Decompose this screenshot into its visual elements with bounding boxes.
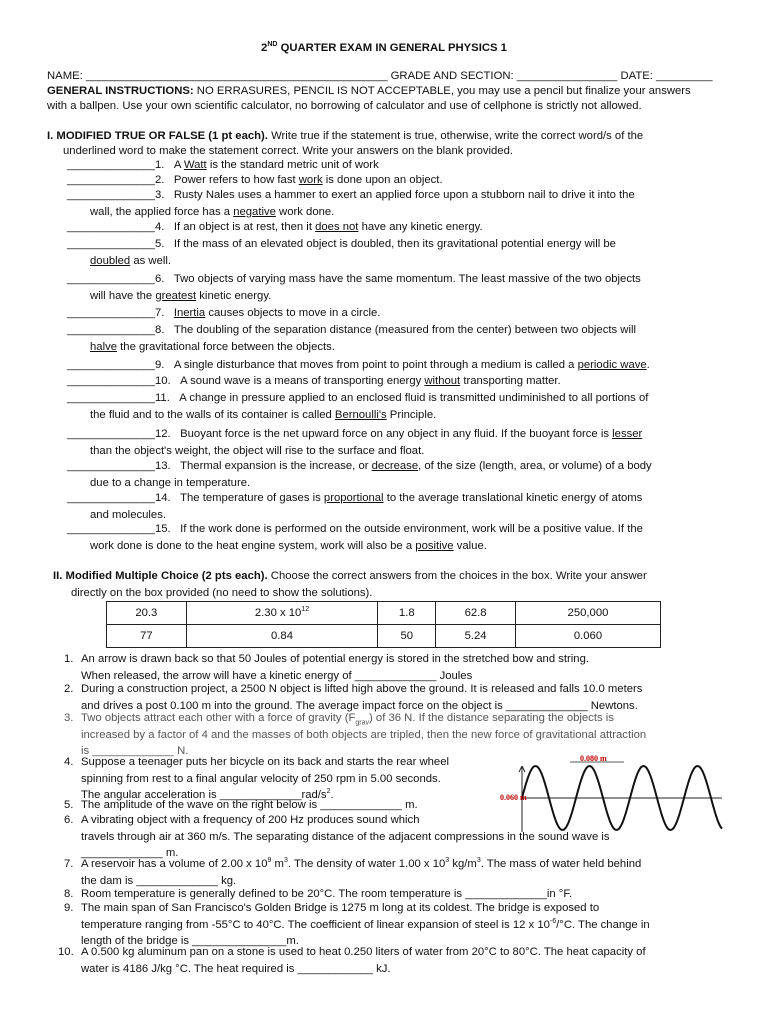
tf-number: 8. xyxy=(154,324,165,336)
wavelength-label: 0.080 m xyxy=(580,754,607,763)
tf-item xyxy=(67,490,722,523)
choice-cell: 250,000 xyxy=(515,602,660,625)
section2-desc: directly on the box provided (no need to show the solutions). xyxy=(71,587,373,599)
choice-cell: 2.30 x $10^{12}$ xyxy=(186,602,378,625)
tf-text: The doubling of the separation distance (measured from the center) between two objects will xyxy=(173,324,636,336)
tf-line xyxy=(67,271,722,288)
tf-item xyxy=(67,426,722,459)
tf-line xyxy=(67,458,722,475)
tf-line xyxy=(67,357,722,374)
tf-line xyxy=(67,373,722,390)
tf-text: , of the size (length, area, or volume) of a body xyxy=(418,460,652,472)
tf-line xyxy=(67,390,722,407)
mc-question-3: 3. Two objects attract each other with a force of gravity $(F_{grav})$ of 36 N. If the distance separating the objects is increased by a factor of 4 and the masses of both objects are tripled, then the new force of gravitational attraction is _____________ N. xyxy=(64,712,647,757)
choices-box xyxy=(106,601,661,648)
tf-text: Power refers to how fast xyxy=(173,174,299,186)
answer-blank[interactable]: ______________ xyxy=(67,238,155,250)
tf-text: Principle. xyxy=(386,408,437,421)
tf-line xyxy=(67,490,722,507)
tf-number: 3. xyxy=(154,189,165,201)
tf-line-continued xyxy=(67,538,722,555)
tf-text: If the mass of an elevated object is doubled, then its gravitational potential energy will be xyxy=(173,238,616,250)
underlined-word: Bernoulli's xyxy=(334,408,387,421)
answer-blank[interactable]: ______________ xyxy=(67,221,155,233)
tf-line-continued xyxy=(67,475,722,492)
choice-cell: 62.8 xyxy=(436,602,516,625)
tf-text: wall, the applied force has a xyxy=(90,205,234,218)
tf-number: 2. xyxy=(154,174,165,186)
tf-line xyxy=(67,322,722,339)
choice-cell: 77 xyxy=(107,625,187,648)
answer-blank[interactable]: ______________ xyxy=(67,324,155,336)
mc-question-7: 7. A reservoir has a volume of 2.00 x $10^9$ $m^3$. The density of water 1.00 x $10^3$ $kg/m^3$. The mass of water held behind the dam is _____________ kg. xyxy=(64,857,642,887)
mc-question-4: 4. Suppose a teenager puts her bicycle on its back and starts the rear wheel spinning from rest to a final angular velocity of 250 rpm in 5.00 seconds. The angular acceleration is $\_\_\_\_\_\_\_\_\_\_\_\_\_rad/s^2$. xyxy=(64,756,449,801)
tf-text: The temperature of gases is xyxy=(180,492,324,504)
choices-row xyxy=(107,625,661,648)
underlined-word: positive xyxy=(415,539,454,552)
underlined-word: negative xyxy=(233,205,276,218)
tf-line-continued xyxy=(67,288,722,305)
tf-text: as well. xyxy=(130,254,172,267)
tf-text: will have the xyxy=(90,289,156,302)
tf-item xyxy=(67,373,722,390)
tf-text: value. xyxy=(453,539,487,552)
tf-text: due to a change in temperature. xyxy=(90,476,251,489)
underlined-word: work xyxy=(298,174,323,186)
tf-text: Two objects of varying mass have the same momentum. The least massive of the two objects xyxy=(173,273,641,285)
tf-number: 12. xyxy=(154,428,171,440)
tf-text: the gravitational force between the objects. xyxy=(117,340,335,353)
underlined-word: periodic wave xyxy=(577,359,647,371)
tf-number: 6. xyxy=(154,273,165,285)
underlined-word: greatest xyxy=(155,289,197,302)
tf-item xyxy=(67,187,722,220)
instructions-line-2: with a ballpen. Use your own scientific calculator, no borrowing of calculator and use of cellphone is strictly not allowed. xyxy=(47,100,642,112)
tf-text: If the work done is performed on the outside environment, work will be a positive value. If the xyxy=(180,523,643,535)
tf-line-continued xyxy=(67,253,722,270)
tf-line-continued xyxy=(67,339,722,356)
tf-number: 14. xyxy=(154,492,171,504)
tf-line xyxy=(67,305,722,322)
wave-diagram xyxy=(500,752,725,847)
tf-text: have any kinetic energy. xyxy=(358,221,483,233)
tf-text: and molecules. xyxy=(90,508,166,521)
tf-number: 11. xyxy=(154,392,170,404)
tf-text: Buoyant force is the net upward force on any object in any fluid. If the buoyant force is xyxy=(180,428,613,440)
answer-blank[interactable]: ______________ xyxy=(67,375,155,387)
tf-line-continued xyxy=(67,407,722,424)
tf-item xyxy=(67,305,722,322)
choice-cell: 5.24 xyxy=(436,625,516,648)
underlined-word: lesser xyxy=(612,428,643,440)
page-title: 2ND QUARTER EXAM IN GENERAL PHYSICS 1 xyxy=(261,41,507,54)
amplitude-label: 0.060 m xyxy=(500,793,527,802)
tf-line-continued xyxy=(67,443,722,460)
choice-cell: 20.3 xyxy=(107,602,187,625)
section2-heading: II. Modified Multiple Choice (2 pts each). Choose the correct answers from the choices in the box. Write your answer xyxy=(53,570,647,582)
tf-item xyxy=(67,521,722,554)
instructions-line-1: GENERAL INSTRUCTIONS: NO ERRASURES, PENCIL IS NOT ACCEPTABLE, you may use a pencil but finalize your answers xyxy=(47,85,691,97)
answer-blank[interactable]: ______________ xyxy=(67,428,155,440)
tf-number: 9. xyxy=(154,359,165,371)
tf-line xyxy=(67,236,722,253)
tf-line xyxy=(67,426,722,443)
choice-cell: 0.060 xyxy=(515,625,660,648)
mc-question-9: 9. The main span of San Francisco's Golden Bridge is 1275 m long at its coldest. The bridge is exposed to temperature ranging from -55°C to 40°C. The coefficient of linear expansion of steel is 12 x $10^{-6}/^\circ C$. The change in length of the bridge is _______________m. xyxy=(64,902,650,947)
underlined-word: halve xyxy=(90,340,118,353)
tf-text: is the standard metric unit of work xyxy=(206,159,379,171)
answer-blank[interactable]: ______________ xyxy=(67,307,155,319)
answer-blank[interactable]: ______________ xyxy=(67,359,155,371)
underlined-word: without xyxy=(424,375,461,387)
tf-text: Thermal expansion is the increase, or xyxy=(180,460,372,472)
answer-blank[interactable]: ______________ xyxy=(67,392,155,404)
choices-row xyxy=(107,602,661,625)
answer-blank[interactable]: ______________ xyxy=(67,523,155,535)
choice-cell: 1.8 xyxy=(378,602,436,625)
section1-heading: I. MODIFIED TRUE OR FALSE (1 pt each). Write true if the statement is true, otherwise, write the correct word/s of the xyxy=(47,130,644,142)
choice-cell: 0.84 xyxy=(186,625,378,648)
tf-item xyxy=(67,322,722,355)
underlined-word: proportional xyxy=(323,492,384,504)
tf-text: A xyxy=(173,159,184,171)
tf-item xyxy=(67,271,722,304)
tf-item xyxy=(67,390,722,423)
mc-question-1: 1. An arrow is drawn back so that 50 Joules of potential energy is stored in the stretched bow and string. When released, the arrow will have a kinetic energy of _____________ Joules xyxy=(64,653,590,682)
tf-item xyxy=(67,458,722,491)
tf-text: transporting matter. xyxy=(460,375,561,387)
mc-question-5: 5. The amplitude of the wave on the right below is _____________ m. xyxy=(64,799,418,811)
tf-number: 15. xyxy=(154,523,171,535)
mc-question-10: 10. A 0.500 kg aluminum pan on a stone is used to heat 0.250 liters of water from 20°C to 80°C. The heat capacity of water is 4186 J/kg °C. The heat required is ____________ kJ. xyxy=(58,946,646,975)
mc-question-8: 8. Room temperature is generally defined to be 20°C. The room temperature is _____________in °F. xyxy=(64,888,573,900)
mc-question-6: 6. A vibrating object with a frequency of 200 Hz produces sound which travels through air at 360 m/s. The separating distance of the adjacent compressions in the sound wave is _____________ m. xyxy=(64,814,610,859)
tf-text: to the average translational kinetic energy of atoms xyxy=(383,492,643,504)
mc-question-2: 2. During a construction project, a 2500 N object is lifted high above the ground. It is released and falls 10.0 meters and drives a post 0.100 m into the ground. The average impact force on the object is _____________ Newtons. xyxy=(64,683,643,712)
tf-item xyxy=(67,357,722,374)
tf-number: 4. xyxy=(154,221,165,233)
name-line: NAME: ________________________________________________ GRADE AND SECTION: ________________ DATE: _________ xyxy=(47,70,713,82)
underlined-word: doubled xyxy=(90,254,131,267)
tf-text: A single disturbance that moves from point to point through a medium is called a xyxy=(173,359,578,371)
tf-number: 7. xyxy=(154,307,165,319)
underlined-word: Watt xyxy=(183,159,207,171)
tf-line xyxy=(67,219,722,236)
tf-text: . xyxy=(646,359,650,371)
underlined-word: decrease xyxy=(371,460,419,472)
tf-text: causes objects to move in a circle. xyxy=(205,307,381,319)
tf-item xyxy=(67,236,722,269)
answer-blank[interactable]: ______________ xyxy=(67,189,155,201)
tf-number: 1. xyxy=(154,159,165,171)
tf-text: A sound wave is a means of transporting energy xyxy=(180,375,425,387)
tf-text: work done. xyxy=(275,205,335,218)
tf-item xyxy=(67,219,722,236)
underlined-word: Inertia xyxy=(173,307,206,319)
underlined-word: does not xyxy=(315,221,359,233)
tf-text: work done is done to the heat engine system, work will also be a xyxy=(90,539,416,552)
answer-blank[interactable]: ______________ xyxy=(67,174,155,186)
tf-line xyxy=(67,187,722,204)
tf-text: Rusty Nales uses a hammer to exert an applied force upon a stubborn nail to drive it into the xyxy=(173,189,635,201)
tf-number: 5. xyxy=(154,238,165,250)
choice-cell: 50 xyxy=(378,625,436,648)
tf-text: A change in pressure applied to an enclosed fluid is transmitted undiminished to all portions of xyxy=(179,392,649,404)
answer-blank[interactable]: ______________ xyxy=(67,492,155,504)
section1-desc: underlined word to make the statement correct. Write your answers on the blank provided. xyxy=(63,145,514,157)
tf-number: 13. xyxy=(154,460,171,472)
tf-text: kinetic energy. xyxy=(196,289,272,302)
tf-text: than the object's weight, the object will rise to the surface and float. xyxy=(90,444,425,457)
tf-line-continued xyxy=(67,204,722,221)
tf-line xyxy=(67,521,722,538)
answer-blank[interactable]: ______________ xyxy=(67,273,155,285)
answer-blank[interactable]: ______________ xyxy=(67,159,155,171)
answer-blank[interactable]: ______________ xyxy=(67,460,155,472)
tf-text: the fluid and to the walls of its container is called xyxy=(90,408,335,421)
tf-text: If an object is at rest, then it xyxy=(173,221,316,233)
tf-number: 10. xyxy=(154,375,171,387)
tf-text: is done upon an object. xyxy=(322,174,443,186)
